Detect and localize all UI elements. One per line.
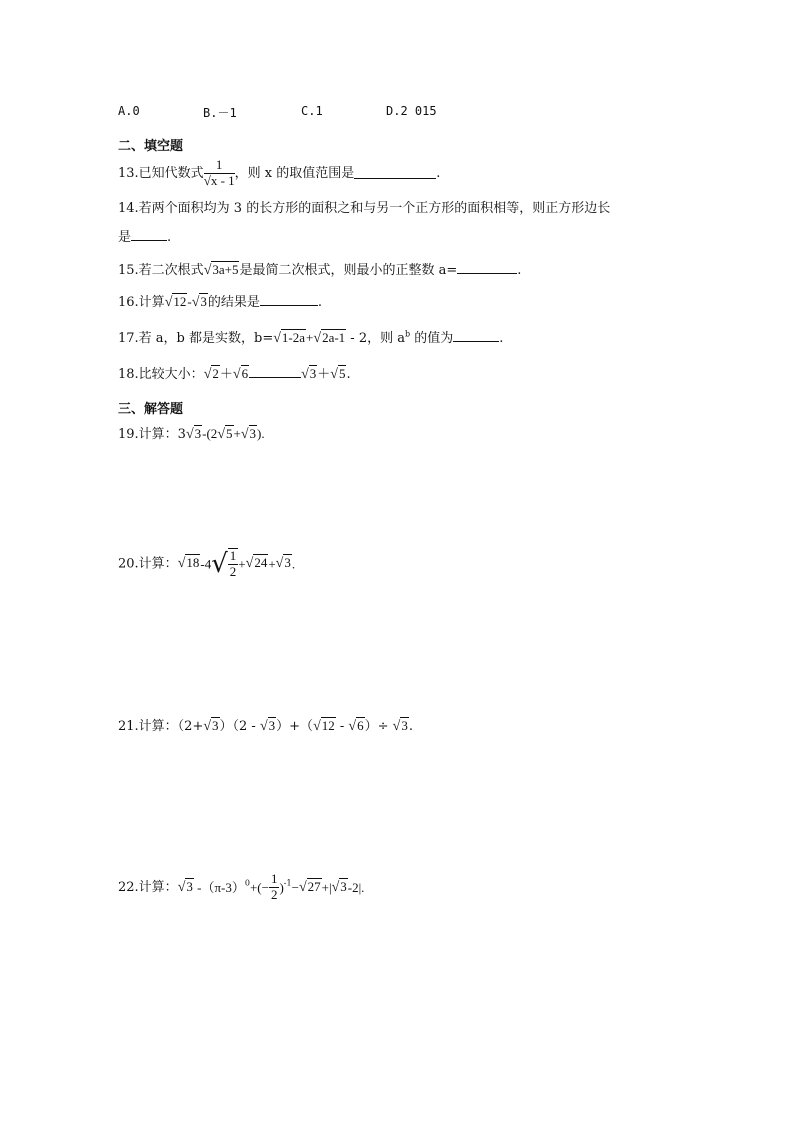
- option-d: D.2 015: [386, 104, 437, 118]
- q20-fraction: $\frac{1}{2}$: [229, 548, 237, 579]
- question-17: 17.若 a，b 都是实数，b=√1-2a+√2a-1 - 2，则 $a^b$ 的值为 .: [118, 329, 504, 346]
- q20-radical-2: √24: [245, 555, 268, 572]
- q15-radical: √3a+5: [203, 262, 239, 278]
- q16-radical-1: √12: [164, 294, 187, 310]
- question-22: 22.计算：√3 $-(\pi-3)^0+(-$ $\frac{1}{2}$ )$^{-1}$−√27+|√3-2|.: [118, 871, 365, 902]
- q21-radical-5: √3: [392, 718, 408, 734]
- q18-radical-2: √6: [232, 366, 249, 382]
- question-14-line2: 是 .: [118, 230, 172, 245]
- q17-answer-blank: [453, 330, 499, 342]
- q22-radical-2: √27: [298, 878, 321, 895]
- q17-radical-1: √1-2a: [273, 330, 306, 346]
- q18-radical-1: √2: [203, 366, 219, 382]
- q18-answer-blank: [249, 366, 301, 378]
- q17-radical-2: √2a-1: [313, 330, 346, 346]
- q18-radical-3: √3: [301, 366, 317, 382]
- question-14-line1: 14.若两个面积均为 3 的长方形的面积之和与另一个正方形的面积相等，则正方形边长: [118, 201, 611, 216]
- q21-radical-4: √6: [348, 718, 364, 734]
- q20-radical-3: √3: [275, 555, 291, 572]
- question-20: 20.计算：√18-4√ $\frac{1}{2}$ +√24+√3.: [118, 548, 296, 579]
- option-c: C.1: [301, 104, 323, 118]
- q19-radical-2: √5: [217, 426, 233, 442]
- option-a: A.0: [118, 104, 140, 118]
- q20-radical-sign-large: √: [211, 548, 228, 579]
- section-heading-fill: 二、填空题: [118, 139, 184, 154]
- option-b: B.－1: [203, 106, 237, 120]
- q13-fraction: [204, 158, 235, 189]
- question-16: 16.计算√12-√3的结果是 .: [118, 294, 323, 310]
- question-18: 18.比较大小：√2＋√6 √3＋√5.: [118, 366, 351, 382]
- question-21: 21.计算：（2+√3）（2 - √3）+（√12 - √6）÷ √3.: [118, 718, 413, 734]
- q14-answer-blank: [131, 229, 167, 241]
- q13-answer-blank: [354, 167, 436, 179]
- q13-denominator: √x - 1: [203, 172, 235, 188]
- q18-radical-4: √5: [330, 366, 346, 382]
- q13-numerator: 1: [204, 158, 235, 174]
- q16-radical-2: √3: [191, 294, 207, 310]
- question-19: 19.计算：3√3-(2√5+√3).: [118, 426, 265, 442]
- q21-radical-1: √3: [203, 718, 219, 734]
- q15-answer-blank: [457, 262, 517, 274]
- q22-radical-3: √3: [331, 878, 347, 895]
- q19-radical-3: √3: [240, 426, 257, 442]
- q19-radical-1: √3: [185, 426, 202, 442]
- q13-suffix: ，则 x 的取值范围是: [234, 165, 355, 181]
- q13-prefix: 13.已知代数式: [118, 165, 204, 181]
- q20-radical-1: √18: [177, 555, 200, 572]
- question-15: 15.若二次根式√3a+5是最简二次根式，则最小的正整数 a= .: [118, 262, 522, 278]
- q22-radical-1: √3: [177, 878, 193, 895]
- question-13: 13.已知代数式 $\frac{1}{√x - 1}$ ，则 x 的取值范围是 .: [118, 157, 441, 188]
- q16-answer-blank: [260, 294, 318, 306]
- q22-fraction: $\frac{1}{2}$: [270, 871, 278, 902]
- q21-radical-2: √3: [259, 718, 276, 734]
- section-heading-solve: 三、解答题: [118, 402, 184, 417]
- q21-radical-3: √12: [313, 718, 335, 734]
